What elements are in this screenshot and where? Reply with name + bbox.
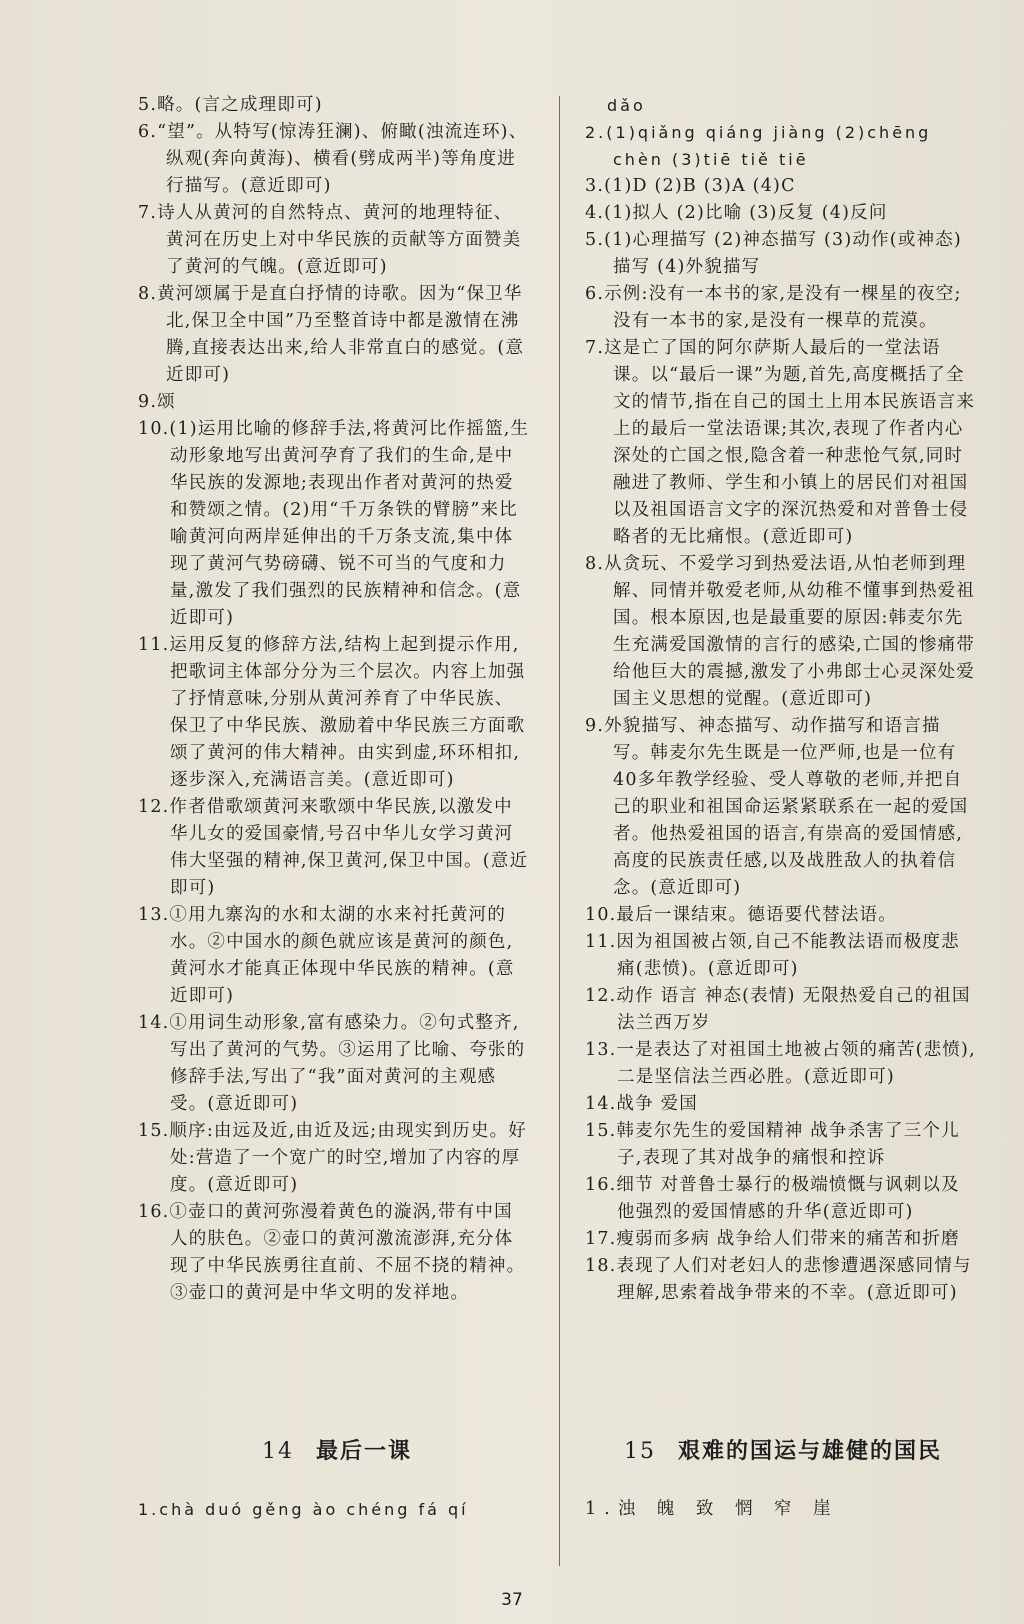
answer-item: dǎo: [607, 96, 646, 115]
answer-item: 11.因为祖国被占领,自己不能教法语而极度悲痛(悲愤)。(意近即可): [585, 932, 960, 979]
answer-item: 15.韩麦尔先生的爱国精神 战争杀害了三个儿子,表现了其对战争的痛恨和控诉: [585, 1121, 960, 1168]
answer-item: 13.一是表达了对祖国土地被占领的痛苦(悲愤),二是坚信法兰西必胜。(意近即可): [585, 1040, 976, 1087]
answer-item: 9.颂: [138, 392, 176, 412]
answer-item: 7.这是亡了国的阿尔萨斯人最后的一堂法语课。以“最后一课”为题,首先,高度概括了全文的情节,指在自己的国土上用本民族语言来上的最后一堂法语课;其次,表现了作者内心深处的亡国之恨,隐含着一种悲怆气氛,同时融进了教师、学生和小镇上的居民们对祖国以及祖国语言文字的深沉热爱和对普鲁士侵略者的无比痛恨。(意近即可): [585, 338, 976, 547]
column-divider: [559, 96, 560, 1566]
left-column: [138, 92, 530, 1307]
answer-item: 14.战争 爱国: [585, 1094, 698, 1114]
page-number: 37: [501, 1590, 523, 1610]
answer-item: 17.瘦弱而多病 战争给人们带来的痛苦和折磨: [585, 1229, 960, 1249]
answer-item: 8.黄河颂属于是直白抒情的诗歌。因为“保卫华北,保卫全中国”乃至整首诗中都是激情在沸腾,直接表达出来,给人非常直白的感觉。(意近即可): [138, 284, 525, 385]
answer-item: 18.表现了人们对老妇人的悲惨遭遇深感同情与理解,思索着战争带来的不幸。(意近即可): [585, 1256, 972, 1303]
answer-item: 12.作者借歌颂黄河来歌颂中华民族,以激发中华儿女的爱国豪情,号召中华儿女学习黄河伟大坚强的精神,保卫黄河,保卫中国。(意近即可): [138, 797, 529, 898]
answer-item: 10.(1)运用比喻的修辞手法,将黄河比作摇篮,生动形象地写出黄河孕育了我们的生命,是中华民族的发源地;表现出作者对黄河的热爱和赞颂之情。(2)用“千万条铁的臂膀”来比喻黄河向两岸延伸出的千万条支流,集中体现了黄河气势磅礴、锐不可当的气度和力量,激发了我们强烈的民族精神和信念。(意近即可): [138, 419, 530, 628]
answer-item: 6.示例:没有一本书的家,是没有一棵星的夜空;没有一本书的家,是没有一棵草的荒漠。: [585, 284, 962, 331]
answer-item: 15.顺序:由远及近,由近及远;由现实到历史。好处:营造了一个宽广的时空,增加了内容的厚度。(意近即可): [138, 1121, 527, 1195]
answer-item: 16.细节 对普鲁士暴行的极端愤慨与讽刺以及他强烈的爱国情感的升华(意近即可): [585, 1175, 960, 1222]
answer-item: 16.①壶口的黄河弥漫着黄色的漩涡,带有中国人的肤色。②壶口的黄河激流澎湃,充分体现了中华民族勇往直前、不屈不挠的精神。③壶口的黄河是中华文明的发祥地。: [138, 1202, 526, 1303]
answer-item: 10.最后一课结束。德语要代替法语。: [585, 905, 897, 925]
right-column: [585, 92, 977, 1307]
section-number: 15: [624, 1439, 656, 1464]
answer-item: 9.外貌描写、神态描写、动作描写和语言描写。韩麦尔先生既是一位严师,也是一位有40多年教学经验、受人尊敬的老师,并把自己的职业和祖国命运紧紧联系在一起的爱国者。他热爱祖国的语言,有崇高的爱国情感,高度的民族责任感,以及战胜敌人的执着信念。(意近即可): [585, 716, 969, 898]
section-title-15: [624, 1434, 942, 1465]
answer-item: 7.诗人从黄河的自然特点、黄河的地理特征、黄河在历史上对中华民族的贡献等方面赞美了黄河的气魄。(意近即可): [138, 203, 522, 277]
answer-item: 1.浊 魄 致 惘 窄 崖: [585, 1499, 839, 1519]
answer-item: 1.chà duó gěng ào chéng fá qí: [138, 1500, 469, 1519]
answer-item: 13.①用九寨沟的水和太湖的水来衬托黄河的水。②中国水的颜色就应该是黄河的颜色,黄河水才能真正体现中华民族的精神。(意近即可): [138, 905, 515, 1006]
answer-item: 2.(1)qiǎng qiáng jiàng (2)chēng chèn (3)tiē tiě tiē: [585, 123, 932, 169]
answer-item: 4.(1)拟人 (2)比喻 (3)反复 (4)反问: [585, 203, 888, 223]
section-number: 14: [262, 1439, 294, 1464]
answer-item: 5.(1)心理描写 (2)神态描写 (3)动作(或神态)描写 (4)外貌描写: [585, 230, 962, 277]
answer-item: 8.从贪玩、不爱学习到热爱法语,从怕老师到理解、同情并敬爱老师,从幼稚不懂事到热爱祖国。根本原因,也是最重要的原因:韩麦尔先生充满爱国激情的言行的感染,亡国的惨痛带给他巨大的震撼,激发了小弗郎士心灵深处爱国主义思想的觉醒。(意近即可): [585, 554, 976, 709]
answer-item: 5.略。(言之成理即可): [138, 95, 323, 115]
answer-item: 6.“望”。从特写(惊涛狂澜)、俯瞰(浊流连环)、纵观(奔向黄海)、横看(劈成两半)等角度进行描写。(意近即可): [138, 122, 528, 196]
answer-item: 11.运用反复的修辞方法,结构上起到提示作用,把歌词主体部分分为三个层次。内容上加强了抒情意味,分别从黄河养育了中华民族、保卫了中华民族、激励着中华民族三方面歌颂了黄河的伟大精神。由实到虚,环环相扣,逐步深入,充满语言美。(意近即可): [138, 635, 526, 790]
section-heading: 最后一课: [316, 1438, 413, 1464]
answer-item: 12.动作 语言 神态(表情) 无限热爱自己的祖国 法兰西万岁: [585, 986, 971, 1033]
section-heading: 艰难的国运与雄健的国民: [678, 1438, 943, 1464]
section-title-14: [262, 1434, 412, 1465]
answer-item: 3.(1)D (2)B (3)A (4)C: [585, 176, 796, 196]
answer-item: 14.①用词生动形象,富有感染力。②句式整齐,写出了黄河的气势。③运用了比喻、夸张的修辞手法,写出了“我”面对黄河的主观感受。(意近即可): [138, 1013, 526, 1114]
